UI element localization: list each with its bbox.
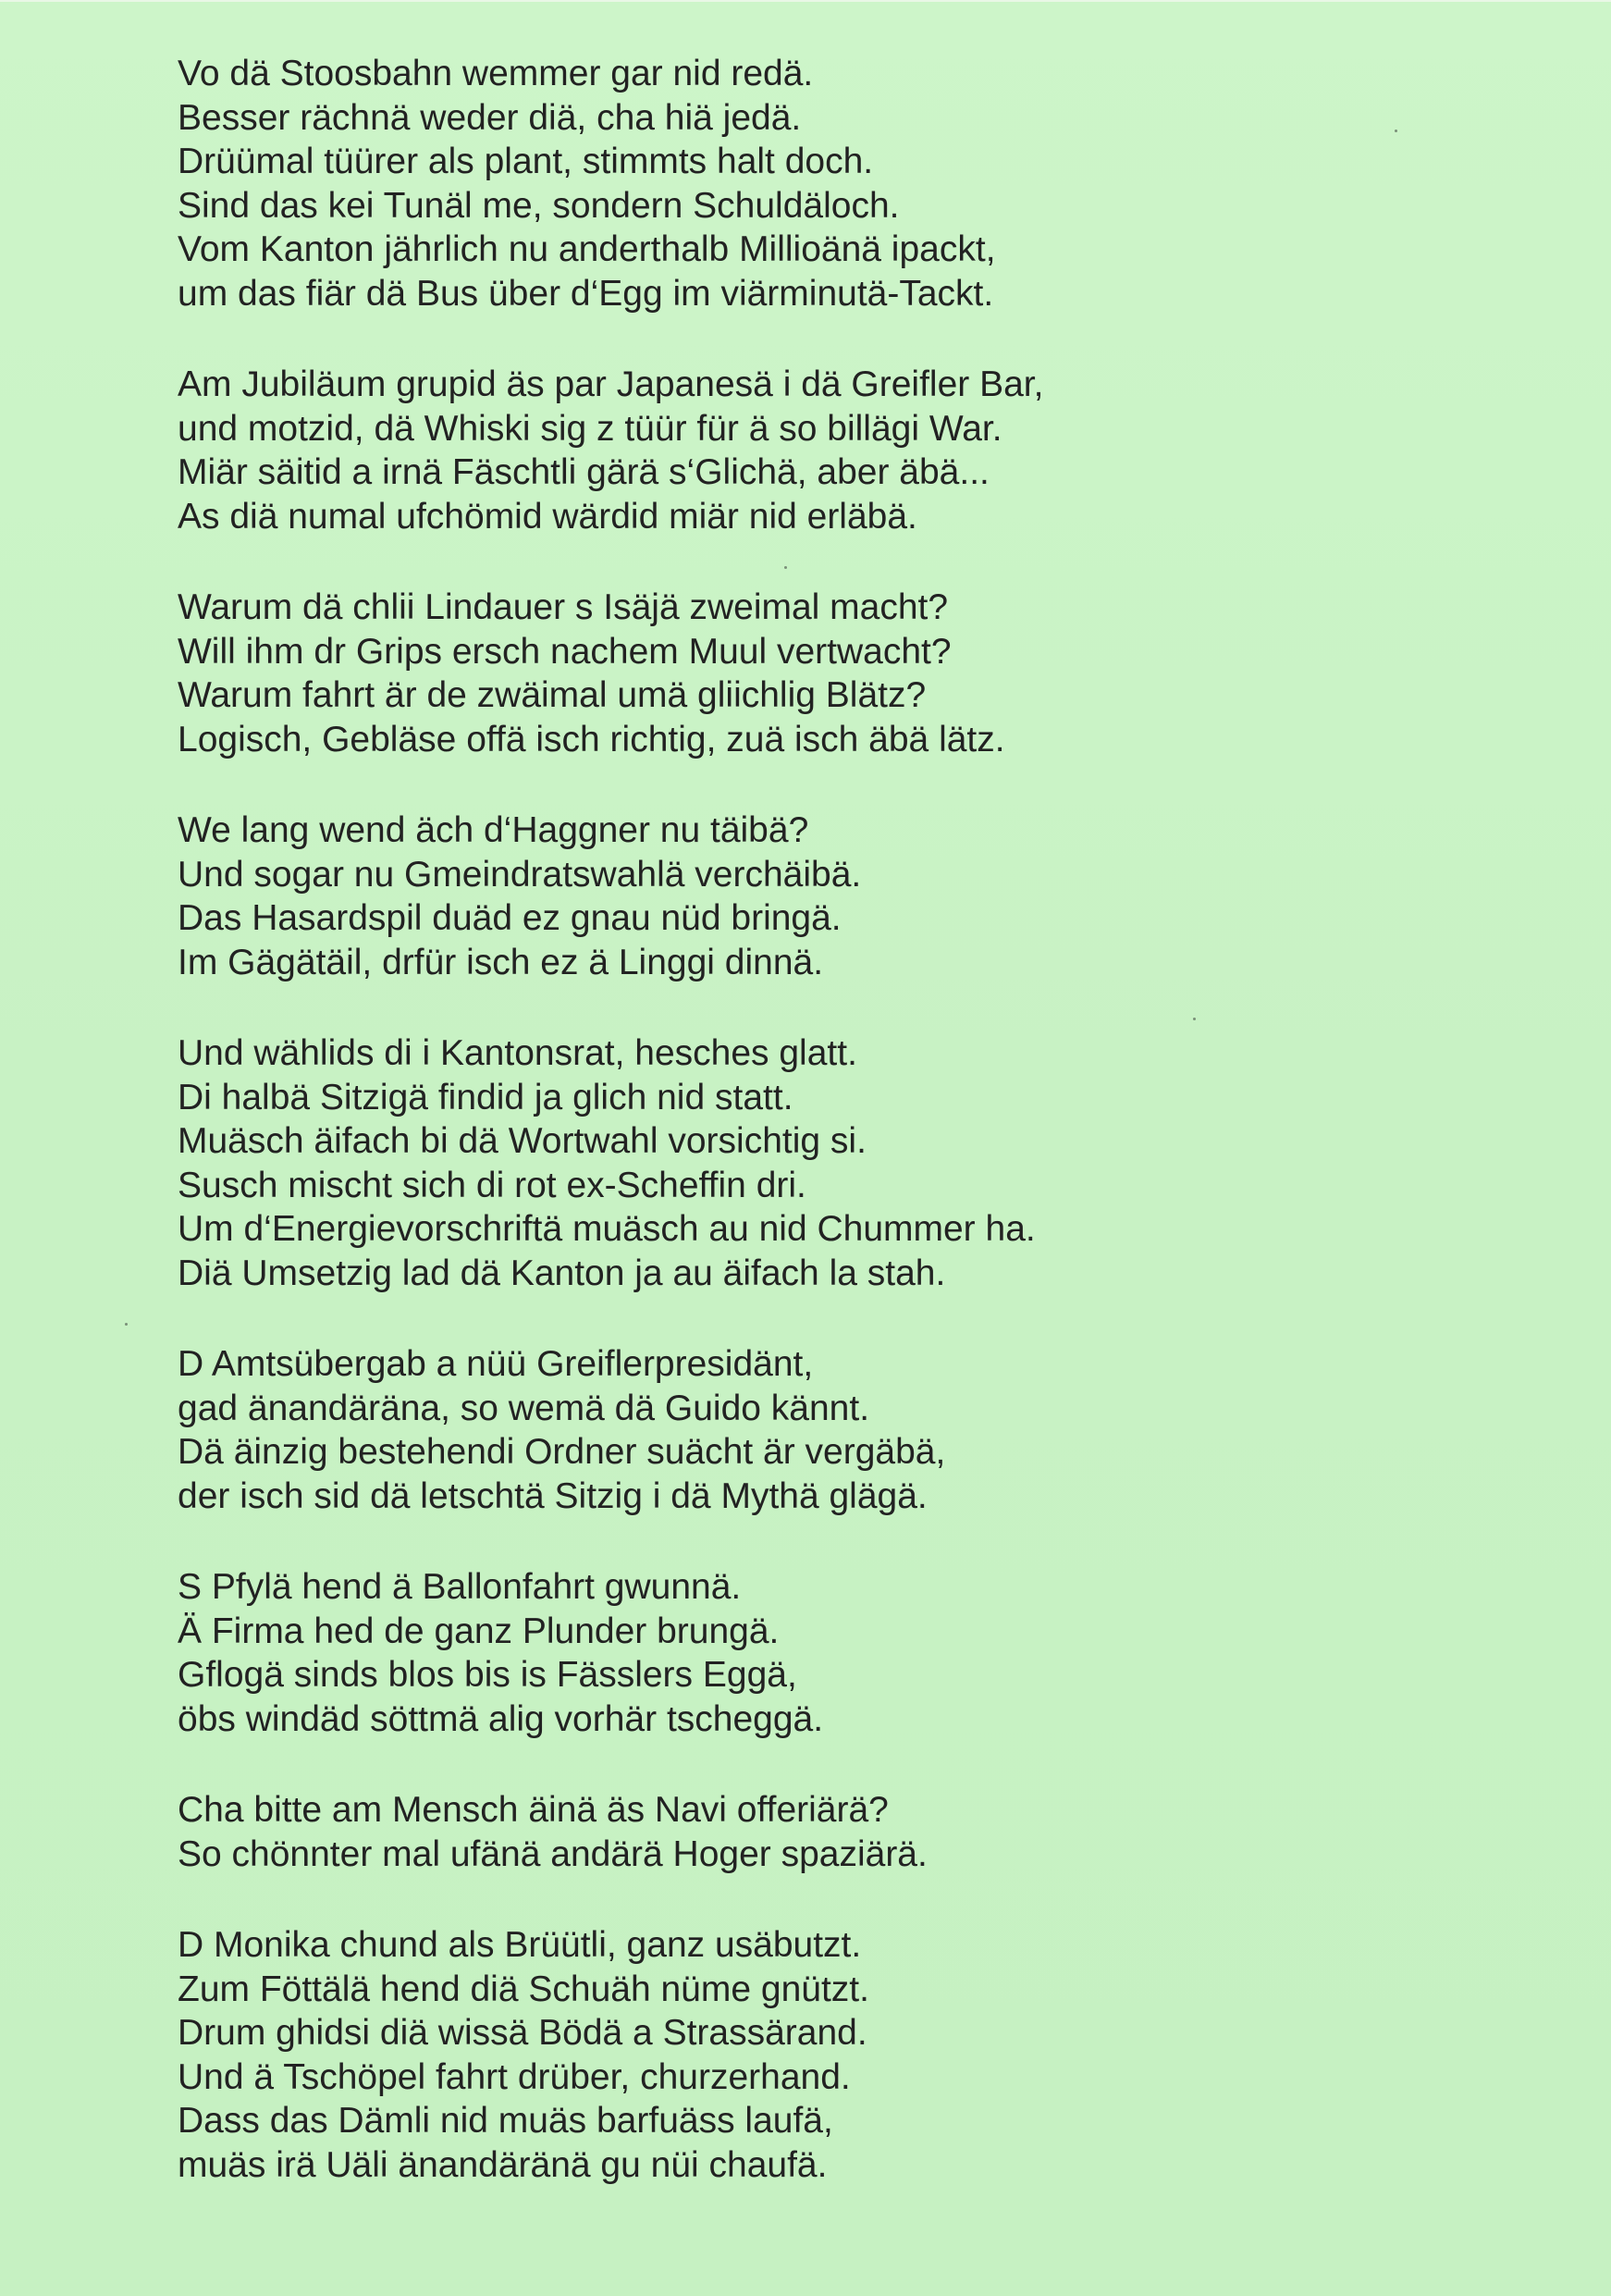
- poem-line: Will ihm dr Grips ersch nachem Muul vertwacht?: [178, 631, 952, 672]
- poem-line: Das Hasardspil duäd ez gnau nüd bringä.: [178, 898, 842, 938]
- poem-line: Drum ghidsi diä wissä Bödä a Strassärand.: [178, 2013, 867, 2053]
- scan-speck: [1395, 130, 1397, 132]
- stanza-8: [178, 1788, 1509, 1876]
- poem-line: der isch sid dä letschtä Sitzig i dä Mythä glägä.: [178, 1475, 928, 1516]
- scan-speck: [1193, 1018, 1196, 1020]
- poem-line: As diä numal ufchömid wärdid miär nid erläbä.: [178, 496, 917, 537]
- poem-line: S Pfylä hend ä Ballonfahrt gwunnä.: [178, 1567, 742, 1607]
- stanza-3: [178, 586, 1509, 761]
- poem-line: Diä Umsetzig lad dä Kanton ja au äifach la stah.: [178, 1253, 946, 1293]
- poem-page: [178, 52, 1509, 2234]
- stanza-1: [178, 52, 1509, 315]
- poem-line: Zum Föttälä hend diä Schuäh nüme gnützt.: [178, 1969, 869, 2009]
- poem-line: Am Jubiläum grupid äs par Japanesä i dä Greifler Bar,: [178, 364, 1044, 404]
- poem-line: Miär säitid a irnä Fäschtli gärä s‘Glichä, aber äbä...: [178, 452, 990, 492]
- scan-speck: [784, 566, 787, 569]
- stanza-4: [178, 809, 1509, 984]
- poem-line: Di halbä Sitzigä findid ja glich nid statt.: [178, 1077, 793, 1117]
- poem-line: Vo dä Stoosbahn wemmer gar nid redä.: [178, 54, 814, 93]
- poem-line: Dass das Dämli nid muäs barfuäss laufä,: [178, 2101, 833, 2141]
- poem-line: Um d‘Energievorschriftä muäsch au nid Chummer ha.: [178, 1209, 1036, 1249]
- poem-line: Ä Firma hed de ganz Plunder brungä.: [178, 1611, 780, 1651]
- poem-line: und motzid, dä Whiski sig z tüür für ä so billägi War.: [178, 408, 1002, 449]
- poem-line: gad änandäräna, so wemä dä Guido kännt.: [178, 1388, 870, 1428]
- stanza-6: [178, 1342, 1509, 1518]
- poem-line: öbs windäd söttmä alig vorhär tscheggä.: [178, 1698, 824, 1739]
- poem-line: Cha bitte am Mensch äinä äs Navi offeriärä?: [178, 1790, 889, 1830]
- poem-line: Logisch, Gebläse offä isch richtig, zuä isch äbä lätz.: [178, 719, 1005, 759]
- poem-line: Und sogar nu Gmeindratswahlä verchäibä.: [178, 854, 862, 895]
- poem-line: D Amtsübergab a nüü Greiflerpresidänt,: [178, 1344, 814, 1384]
- stanza-7: [178, 1565, 1509, 1741]
- stanza-5: [178, 1031, 1509, 1295]
- poem-line: Warum fahrt är de zwäimal umä gliichlig Blätz?: [178, 675, 927, 715]
- poem-line: Und wählids di i Kantonsrat, hesches glatt.: [178, 1033, 857, 1073]
- scan-speck: [125, 1323, 128, 1326]
- poem-line: muäs irä Uäli änandäränä gu nüi chaufä.: [178, 2144, 828, 2185]
- poem-line: Besser rächnä weder diä, cha hiä jedä.: [178, 97, 802, 138]
- stanza-2: [178, 363, 1509, 538]
- poem-line: Warum dä chlii Lindauer s Isäjä zweimal macht?: [178, 587, 949, 627]
- poem-line: Muäsch äifach bi dä Wortwahl vorsichtig si.: [178, 1121, 867, 1161]
- poem-line: Dä äinzig bestehendi Ordner suächt är vergäbä,: [178, 1432, 946, 1472]
- poem-line: um das fiär dä Bus über d‘Egg im viärminutä-Tackt.: [178, 273, 994, 314]
- poem-line: Im Gägätäil, drfür isch ez ä Linggi dinnä.: [178, 942, 824, 982]
- poem-line: Vom Kanton jährlich nu anderthalb Millioänä ipackt,: [178, 229, 996, 269]
- poem-line: Und ä Tschöpel fahrt drüber, churzerhand.: [178, 2056, 851, 2097]
- scan-top-edge: [0, 0, 1611, 2]
- poem-line: Susch mischt sich di rot ex-Scheffin dri.: [178, 1165, 806, 1205]
- poem-line: D Monika chund als Brüütli, ganz usäbutzt.: [178, 1925, 862, 1965]
- stanza-9: [178, 1923, 1509, 2187]
- poem-line: Gflogä sinds blos bis is Fässlers Eggä,: [178, 1655, 797, 1695]
- poem-line: So chönnter mal ufänä andärä Hoger spaziärä.: [178, 1833, 928, 1874]
- poem-line: Sind das kei Tunäl me, sondern Schuldäloch.: [178, 185, 900, 226]
- poem-line: We lang wend äch d‘Haggner nu täibä?: [178, 810, 809, 850]
- poem-line: Drüümal tüürer als plant, stimmts halt doch.: [178, 142, 874, 181]
